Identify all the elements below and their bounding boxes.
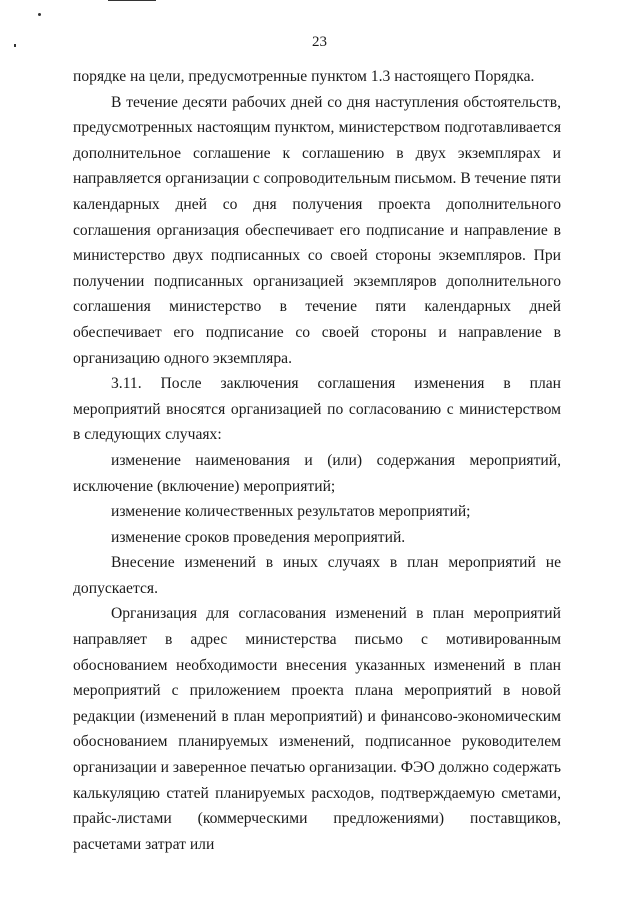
paragraph-other-cases: Внесение изменений в иных случаях в план мероприятий не допускается. bbox=[73, 554, 561, 597]
list-item-quantity-change: изменение количественных результатов мероприятий; bbox=[111, 503, 471, 521]
document-body bbox=[73, 64, 561, 857]
page-number: 23 bbox=[312, 34, 327, 50]
list-item-deadline-change: изменение сроков проведения мероприятий. bbox=[111, 528, 406, 546]
paragraph-additional-agreement: В течение десяти рабочих дней со дня наступления обстоятельств, предусмотренных настоящим пунктом, министерством подготавливается дополнительное соглашение к соглашению в двух экземплярах и направляется организации с сопроводительным письмом. В течение пяти календарных дней со дня получения проекта дополнительного соглашения организация обеспечивает его подписание и направление в министерство двух подписанных со своей стороны экземпляров. При получении подписанных организацией экземпляров дополнительного соглашения министерство в течение пяти календарных дней обеспечивает его подписание со своей стороны и направление в организацию одного экземпляра. bbox=[73, 93, 561, 367]
paragraph-approval-procedure: Организация для согласования изменений в план мероприятий направляет в адрес министерства письмо с мотивированным обоснованием необходимости внесения указанных изменений в план мероприятий с приложением проекта плана мероприятий в новой редакции (изменений в план мероприятий) и финансово-экономическим обоснованием планируемых изменений, подписанное руководителем организации и заверенное печатью организации. ФЭО должно содержать калькуляцию статей планируемых расходов, подтверждаемую сметами, прайс-листами (коммерческими предложениями) поставщиков, расчетами затрат или bbox=[73, 605, 561, 853]
list-item-name-change: изменение наименования и (или) содержания мероприятий, исключение (включение) мероприятий; bbox=[73, 451, 561, 495]
paragraph-continuation: порядке на цели, предусмотренные пунктом 1.3 настоящего Порядка. bbox=[73, 68, 535, 85]
scan-artifact-dot bbox=[38, 13, 41, 16]
paragraph-3-11: 3.11. После заключения соглашения изменения в план мероприятий вносятся организацией по согласованию с министерством в следующих случаях: bbox=[73, 375, 561, 444]
scan-artifact-line bbox=[108, 0, 156, 1]
